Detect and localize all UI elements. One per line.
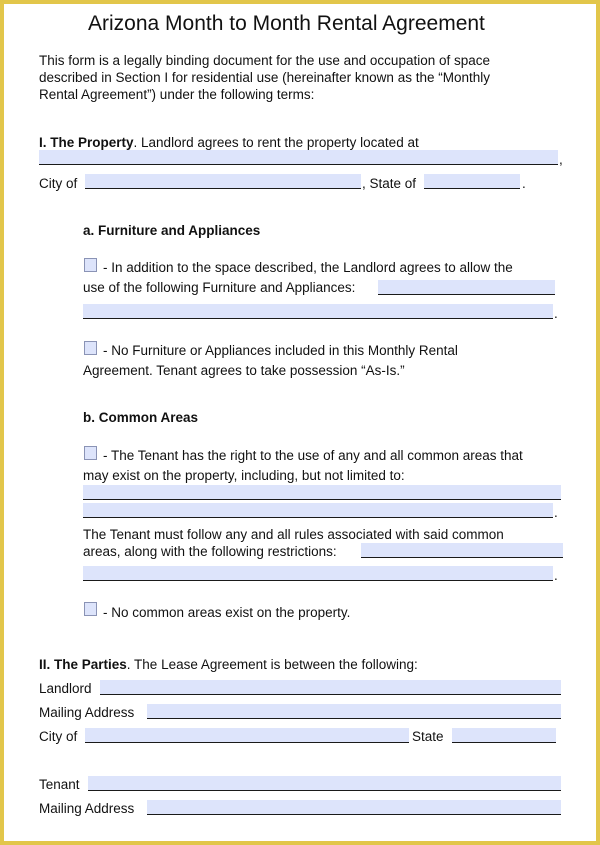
common-areas-line-2: may exist on the property, including, but not limited to: bbox=[83, 468, 405, 483]
city-field[interactable] bbox=[85, 174, 361, 189]
tenant-mailing-label: Mailing Address bbox=[39, 801, 135, 816]
furniture-heading-text: a. Furniture and Appliances bbox=[83, 223, 261, 238]
landlord-label: Landlord bbox=[39, 681, 92, 696]
restrictions-field-1[interactable] bbox=[361, 543, 563, 558]
restrictions-field-2[interactable] bbox=[83, 566, 553, 581]
no-furniture-checkbox[interactable] bbox=[84, 341, 97, 355]
landlord-city-field[interactable] bbox=[85, 728, 409, 743]
property-address-field[interactable] bbox=[39, 150, 558, 165]
common-areas-line-1: - The Tenant has the right to the use of any and all common areas that bbox=[103, 448, 523, 463]
intro-line-3: Rental Agreement”) under the following terms: bbox=[39, 87, 315, 102]
landlord-mailing-field[interactable] bbox=[147, 704, 561, 719]
parties-intro: . The Lease Agreement is between the following: bbox=[126, 657, 418, 672]
city-label: City of bbox=[39, 176, 78, 191]
furniture-heading bbox=[83, 223, 260, 238]
common-areas-field-1[interactable] bbox=[83, 485, 561, 500]
intro-line-2: described in Section I for residential use (hereinafter known as the “Monthly bbox=[39, 70, 490, 85]
landlord-city-label: City of bbox=[39, 729, 78, 744]
property-section-text bbox=[39, 135, 419, 150]
furniture-included-line-2: use of the following Furniture and Appliances: bbox=[83, 280, 356, 295]
common-areas-heading-text: b. Common Areas bbox=[83, 410, 199, 425]
restrictions-period: . bbox=[554, 568, 558, 583]
common-rules-line-2: areas, along with the following restrictions: bbox=[83, 544, 337, 559]
tenant-label: Tenant bbox=[39, 777, 80, 792]
property-address-comma: , bbox=[559, 152, 563, 167]
common-areas-checkbox[interactable] bbox=[84, 446, 97, 460]
landlord-mailing-label: Mailing Address bbox=[39, 705, 135, 720]
state-label: , State of bbox=[362, 176, 417, 191]
furniture-list-field-1[interactable] bbox=[378, 280, 555, 295]
furniture-included-checkbox[interactable] bbox=[84, 258, 97, 272]
furniture-list-field-2[interactable] bbox=[83, 304, 553, 319]
landlord-state-field[interactable] bbox=[452, 728, 556, 743]
common-areas-field-2[interactable] bbox=[83, 503, 553, 518]
document-title: Arizona Month to Month Rental Agreement bbox=[88, 12, 485, 35]
state-field[interactable] bbox=[424, 174, 520, 189]
property-intro: . Landlord agrees to rent the property located at bbox=[133, 135, 419, 150]
landlord-field[interactable] bbox=[100, 680, 561, 695]
common-rules-line-1: The Tenant must follow any and all rules associated with said common bbox=[83, 527, 504, 542]
no-furniture-line-1: - No Furniture or Appliances included in this Monthly Rental bbox=[103, 343, 458, 358]
no-common-areas-checkbox[interactable] bbox=[84, 602, 97, 616]
common-areas-period: . bbox=[554, 505, 558, 520]
parties-section-text bbox=[39, 657, 418, 672]
document-page bbox=[4, 4, 596, 841]
common-areas-heading bbox=[83, 410, 198, 425]
intro-line-1: This form is a legally binding document for the use and occupation of space bbox=[39, 53, 491, 68]
furniture-included-line-1: - In addition to the space described, the Landlord agrees to allow the bbox=[103, 260, 513, 275]
tenant-mailing-field[interactable] bbox=[147, 800, 561, 815]
furniture-list-period: . bbox=[554, 306, 558, 321]
property-heading: I. The Property bbox=[39, 135, 134, 150]
no-furniture-line-2: Agreement. Tenant agrees to take possession “As-Is.” bbox=[83, 363, 405, 378]
state-period: . bbox=[522, 176, 526, 191]
no-common-areas-text: - No common areas exist on the property. bbox=[103, 605, 351, 620]
landlord-state-label: State bbox=[412, 729, 444, 744]
parties-heading: II. The Parties bbox=[39, 657, 127, 672]
tenant-field[interactable] bbox=[88, 776, 561, 791]
